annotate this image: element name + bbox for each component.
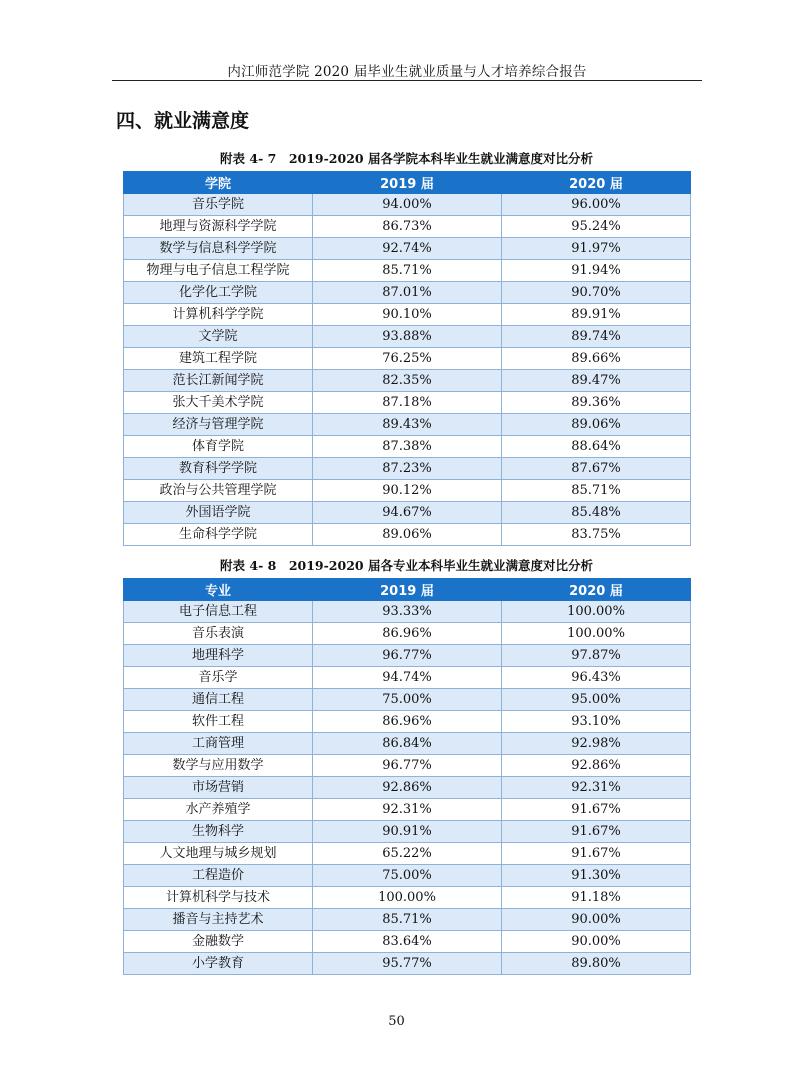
- value-cell: 89.06%: [502, 414, 691, 436]
- value-cell: 93.88%: [313, 326, 502, 348]
- row-label-cell: 文学院: [124, 326, 313, 348]
- table-row: [124, 194, 691, 216]
- value-cell: 85.71%: [313, 909, 502, 931]
- table-row: [124, 282, 691, 304]
- value-cell: 91.67%: [502, 843, 691, 865]
- table-row: [124, 865, 691, 887]
- value-cell: 91.67%: [502, 821, 691, 843]
- table-row: [124, 304, 691, 326]
- value-cell: 87.01%: [313, 282, 502, 304]
- value-cell: 89.06%: [313, 524, 502, 546]
- row-label-cell: 音乐表演: [124, 623, 313, 645]
- row-label-cell: 建筑工程学院: [124, 348, 313, 370]
- row-label-cell: 小学教育: [124, 953, 313, 975]
- row-label-cell: 水产养殖学: [124, 799, 313, 821]
- table-row: [124, 370, 691, 392]
- column-header: 专业: [124, 579, 313, 601]
- table-row: [124, 216, 691, 238]
- row-label-cell: 通信工程: [124, 689, 313, 711]
- row-label-cell: 音乐学院: [124, 194, 313, 216]
- row-label-cell: 软件工程: [124, 711, 313, 733]
- value-cell: 83.75%: [502, 524, 691, 546]
- table-row: [124, 821, 691, 843]
- value-cell: 86.96%: [313, 711, 502, 733]
- table-row: [124, 931, 691, 953]
- table-row: [124, 502, 691, 524]
- value-cell: 94.00%: [313, 194, 502, 216]
- table-row: [124, 623, 691, 645]
- row-label-cell: 电子信息工程: [124, 601, 313, 623]
- value-cell: 95.00%: [502, 689, 691, 711]
- row-label-cell: 计算机科学与技术: [124, 887, 313, 909]
- value-cell: 96.43%: [502, 667, 691, 689]
- row-label-cell: 工程造价: [124, 865, 313, 887]
- column-header: 2019 届: [313, 579, 502, 601]
- value-cell: 100.00%: [313, 887, 502, 909]
- table-row: [124, 436, 691, 458]
- value-cell: 94.67%: [313, 502, 502, 524]
- column-header: 2020 届: [502, 172, 691, 194]
- table-row: [124, 667, 691, 689]
- row-label-cell: 地理科学: [124, 645, 313, 667]
- table-row: [124, 392, 691, 414]
- value-cell: 100.00%: [502, 601, 691, 623]
- value-cell: 90.70%: [502, 282, 691, 304]
- row-label-cell: 数学与信息科学学院: [124, 238, 313, 260]
- value-cell: 90.10%: [313, 304, 502, 326]
- row-label-cell: 化学化工学院: [124, 282, 313, 304]
- table-row: [124, 458, 691, 480]
- value-cell: 89.74%: [502, 326, 691, 348]
- value-cell: 100.00%: [502, 623, 691, 645]
- value-cell: 97.87%: [502, 645, 691, 667]
- value-cell: 92.31%: [502, 777, 691, 799]
- row-label-cell: 经济与管理学院: [124, 414, 313, 436]
- table-row: [124, 953, 691, 975]
- table2-body: [124, 601, 691, 975]
- row-label-cell: 地理与资源科学学院: [124, 216, 313, 238]
- value-cell: 91.97%: [502, 238, 691, 260]
- value-cell: 89.43%: [313, 414, 502, 436]
- table-row: [124, 887, 691, 909]
- value-cell: 92.74%: [313, 238, 502, 260]
- row-label-cell: 工商管理: [124, 733, 313, 755]
- column-header: 2019 届: [313, 172, 502, 194]
- value-cell: 87.23%: [313, 458, 502, 480]
- row-label-cell: 张大千美术学院: [124, 392, 313, 414]
- value-cell: 86.96%: [313, 623, 502, 645]
- value-cell: 89.66%: [502, 348, 691, 370]
- college-satisfaction-table: [123, 171, 691, 546]
- value-cell: 90.91%: [313, 821, 502, 843]
- table-row: [124, 524, 691, 546]
- value-cell: 96.00%: [502, 194, 691, 216]
- column-header: 2020 届: [502, 579, 691, 601]
- table-row: [124, 601, 691, 623]
- value-cell: 88.64%: [502, 436, 691, 458]
- column-header: 学院: [124, 172, 313, 194]
- row-label-cell: 市场营销: [124, 777, 313, 799]
- table1-caption: 附表 4- 7 2019-2020 届各学院本科毕业生就业满意度对比分析: [220, 151, 593, 166]
- table-row: [124, 238, 691, 260]
- table-row: [124, 480, 691, 502]
- value-cell: 89.80%: [502, 953, 691, 975]
- row-label-cell: 数学与应用数学: [124, 755, 313, 777]
- value-cell: 92.86%: [313, 777, 502, 799]
- value-cell: 90.12%: [313, 480, 502, 502]
- value-cell: 94.74%: [313, 667, 502, 689]
- table2-caption: 附表 4- 8 2019-2020 届各专业本科毕业生就业满意度对比分析: [220, 558, 593, 573]
- value-cell: 89.36%: [502, 392, 691, 414]
- table-row: [124, 755, 691, 777]
- table-row: [124, 260, 691, 282]
- page-header: 内江师范学院 2020 届毕业生就业质量与人才培养综合报告: [227, 64, 587, 80]
- value-cell: 86.84%: [313, 733, 502, 755]
- table-row: [124, 843, 691, 865]
- value-cell: 91.18%: [502, 887, 691, 909]
- table1-body: [124, 194, 691, 546]
- value-cell: 87.18%: [313, 392, 502, 414]
- value-cell: 91.67%: [502, 799, 691, 821]
- row-label-cell: 金融数学: [124, 931, 313, 953]
- value-cell: 95.24%: [502, 216, 691, 238]
- table-header-row: [124, 172, 691, 194]
- value-cell: 82.35%: [313, 370, 502, 392]
- major-satisfaction-table: [123, 578, 691, 975]
- value-cell: 85.48%: [502, 502, 691, 524]
- row-label-cell: 政治与公共管理学院: [124, 480, 313, 502]
- row-label-cell: 播音与主持艺术: [124, 909, 313, 931]
- header-divider: [112, 80, 702, 81]
- value-cell: 92.86%: [502, 755, 691, 777]
- value-cell: 89.91%: [502, 304, 691, 326]
- value-cell: 93.10%: [502, 711, 691, 733]
- row-label-cell: 体育学院: [124, 436, 313, 458]
- value-cell: 75.00%: [313, 865, 502, 887]
- value-cell: 87.38%: [313, 436, 502, 458]
- row-label-cell: 计算机科学学院: [124, 304, 313, 326]
- value-cell: 96.77%: [313, 755, 502, 777]
- value-cell: 95.77%: [313, 953, 502, 975]
- table-row: [124, 799, 691, 821]
- page-number: 50: [388, 1014, 405, 1029]
- table-header-row: [124, 579, 691, 601]
- table-row: [124, 414, 691, 436]
- value-cell: 91.30%: [502, 865, 691, 887]
- row-label-cell: 教育科学学院: [124, 458, 313, 480]
- table-row: [124, 777, 691, 799]
- table-row: [124, 909, 691, 931]
- value-cell: 87.67%: [502, 458, 691, 480]
- table-row: [124, 326, 691, 348]
- value-cell: 76.25%: [313, 348, 502, 370]
- value-cell: 90.00%: [502, 931, 691, 953]
- value-cell: 65.22%: [313, 843, 502, 865]
- row-label-cell: 音乐学: [124, 667, 313, 689]
- table-row: [124, 733, 691, 755]
- value-cell: 89.47%: [502, 370, 691, 392]
- section-title: 四、就业满意度: [116, 110, 250, 132]
- row-label-cell: 人文地理与城乡规划: [124, 843, 313, 865]
- value-cell: 75.00%: [313, 689, 502, 711]
- value-cell: 85.71%: [313, 260, 502, 282]
- table-row: [124, 689, 691, 711]
- table-row: [124, 645, 691, 667]
- table-row: [124, 711, 691, 733]
- value-cell: 90.00%: [502, 909, 691, 931]
- table-row: [124, 348, 691, 370]
- value-cell: 92.31%: [313, 799, 502, 821]
- row-label-cell: 范长江新闻学院: [124, 370, 313, 392]
- value-cell: 96.77%: [313, 645, 502, 667]
- row-label-cell: 生物科学: [124, 821, 313, 843]
- value-cell: 93.33%: [313, 601, 502, 623]
- value-cell: 91.94%: [502, 260, 691, 282]
- row-label-cell: 生命科学学院: [124, 524, 313, 546]
- row-label-cell: 外国语学院: [124, 502, 313, 524]
- value-cell: 83.64%: [313, 931, 502, 953]
- value-cell: 86.73%: [313, 216, 502, 238]
- row-label-cell: 物理与电子信息工程学院: [124, 260, 313, 282]
- value-cell: 92.98%: [502, 733, 691, 755]
- value-cell: 85.71%: [502, 480, 691, 502]
